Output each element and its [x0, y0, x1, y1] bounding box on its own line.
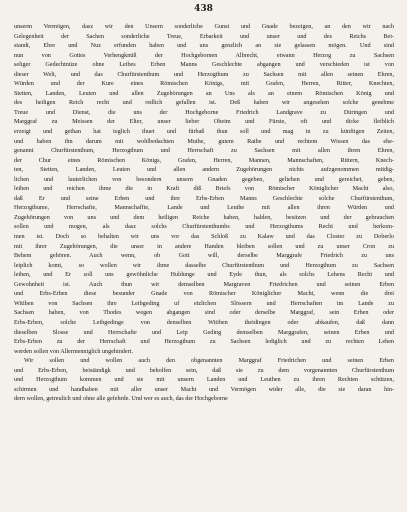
text-line: dieser Welt, und das Churfürstenthum und Herzogthum zu Sachsen mit allen seinen Ehren, [14, 70, 394, 78]
text-line: erzeigt und gethan hat teglich thuet und fürbaß thun soll und mag in zu künftigen Zeiten, [14, 128, 394, 136]
text-line: men ist. Doch so behalten wir uns vor das Schloß zu Kalaw und das Closter zu Doberlo [14, 233, 394, 241]
text-line: schirmen und handhaben mit aller unser Macht und Vermögen wider alle, die sie daran hin- [14, 385, 394, 393]
text-line: Zugehörungen von uns und dem heiligen Reiche haben, halden, besitzen und der gebrauchen [14, 213, 394, 221]
text-line: lichen und lauterlichen von besondern unsern Gnaden gegeben, geliehen und gereichet, geben, [14, 175, 394, 183]
text-line: und Erbs-Erben diese besunder Gnade von Römischer Königlicher Macht, wenn die drei [14, 290, 394, 298]
text-line: dieselben Slosse und Herrschafte und Leip Geding demselben Marggrafen, seinen Erben und [14, 328, 394, 336]
text-line: werden sollen von Allermenniglich ungehindert. [14, 347, 133, 355]
text-line: der Chur eines Römischen Königs, Grafen, Herren, Mannen, Mannschaften, Rittern, Knech- [14, 156, 394, 164]
text-line: Herzogthume, Herrschafte, Mannschaffte, Lande und Leuthe mit allen ihren Würden und [14, 204, 394, 212]
text-line: dern wollen, getreulich und ohne alle gefehrde. Und wer es auch, das der Hochgeborne [14, 395, 228, 403]
text-line: nun von Gottes Verhengknüß der Hochgebornen Albrecht, etwann Herzog zu Sachsen [14, 51, 394, 59]
text-line: Treue und Dienst, die uns der Hochgeborne Friedrich Landgrave zu Düringen und [14, 108, 394, 116]
text-line: Würden und der Kure eines Römischen Königs, mit Grafen, Herren, Ritter, Knechten, [14, 80, 394, 88]
text-line: Witiben von Sachsen ihre Leibgeding uf etzlichen Slössern und Herrschaften im Lande zu [14, 299, 394, 307]
text-line: sollen und mogen, als dasz solchs Churfürstenthumbs und Herzogthums Recht und herkom- [14, 223, 394, 231]
text-line: Wir sollen und wollen auch den obgenannten Marggraf Friedrichen und seinen Erben [24, 357, 394, 365]
text-line: Marggraf zu Meissen der Elter, unser lieber Oheim und Fürste, oft und dicke fleiblich [14, 118, 394, 126]
document-body [14, 22, 394, 404]
text-line: des heiligen Reich recht und redlich gefallen ist. Deß haben wir angesehen solche genehme [14, 99, 394, 107]
text-line: Sachsen haben, von Thodes wegen abgangen sind oder derselbe Marggraf, sein Erben oder [14, 309, 394, 317]
text-line: Stetten, Landen, Leuten und allen Zugehörungen an Uns als an einem Römischen König und [14, 89, 394, 97]
text-line: Erbs-Erben, solche Leibgedinge von denselben Witiben theidingen oder abkaufen, daß dann [14, 318, 394, 326]
text-line: Behem gehören. Auch wenn, ob Gott will, derselbe Marggrafe Friedrich zu uns [14, 252, 394, 260]
text-line: ten, Stetten, Landen, Leuten und allen andern Zugehörungen nichts aufzgenommen mitdig- [14, 166, 394, 174]
paragraph [14, 22, 394, 356]
page-number: 438 [194, 4, 213, 14]
text-line: Gewohnheit ist. Auch thun wir demselben Margraven Friedrichen und seinen Erben [14, 280, 394, 288]
text-line: und Erbs-Erben, beiständigk und beholfen sein, daß sie zu dem vorgenannten Churfürstenthum [14, 366, 394, 374]
text-line: und haben ihn darum mit wohlbedachten Muthe, gutem Rathe und rechtem Wissen das ehe- [14, 137, 394, 145]
text-line: genannt Churfürstenthum, Herzogthum und Herrschaft zu Sachsen mit allen ihren Ehren, [14, 147, 394, 155]
text-line: leiplich komt, so wollen wir ihme dasselbe Churfürstenthum und Herzogthum zu Sachsen [14, 261, 394, 269]
text-line: standt, Ehre und Nuz erfunden haben und uns genzlich an sie gelassen mögen. Und sind [14, 42, 394, 50]
text-line: mit ihrer Zugehörungen, die unser in andere Handen bleiben sollen und zu unser Cron zu [14, 242, 394, 250]
text-line: leihen, und Er soll uns gewöhnliche Huldunge und Eyde thun, als solchs Lehens Recht und [14, 271, 394, 279]
text-line: Erbs-Erben zu der Herrschaft und Herzogthum zu Sachsen lediglich und zu rechten Lehen [14, 338, 394, 346]
text-line: Gelegenheit der Sachen sonderliche Treue, Erbarkeit und unser und des Reichs Bei- [14, 32, 394, 40]
text-line: seliger Gedechtnüze ohne Leibes Erben Manns Geschlechte abgangen und verschieden ist von [14, 61, 394, 69]
text-line: leihen und reichen ihme die in Kraft diß Briefs von Römischer Königlicher Macht also, [14, 185, 394, 193]
paragraph [14, 356, 394, 404]
text-line: daß Er und seine Erben und ihre Erbs-Erben Manns Geschlechte solche Churfürstenthum, [14, 194, 394, 202]
text-line: unserm Vermögen, dasz wir den Unsern sonderliche Gunst und Gnade bezeigen, an den wir nach [14, 23, 394, 30]
text-line: und Herzogthum kommen und sie mit unsern Landen und Leuthen zu ihren Rechten schützen, [14, 376, 394, 384]
